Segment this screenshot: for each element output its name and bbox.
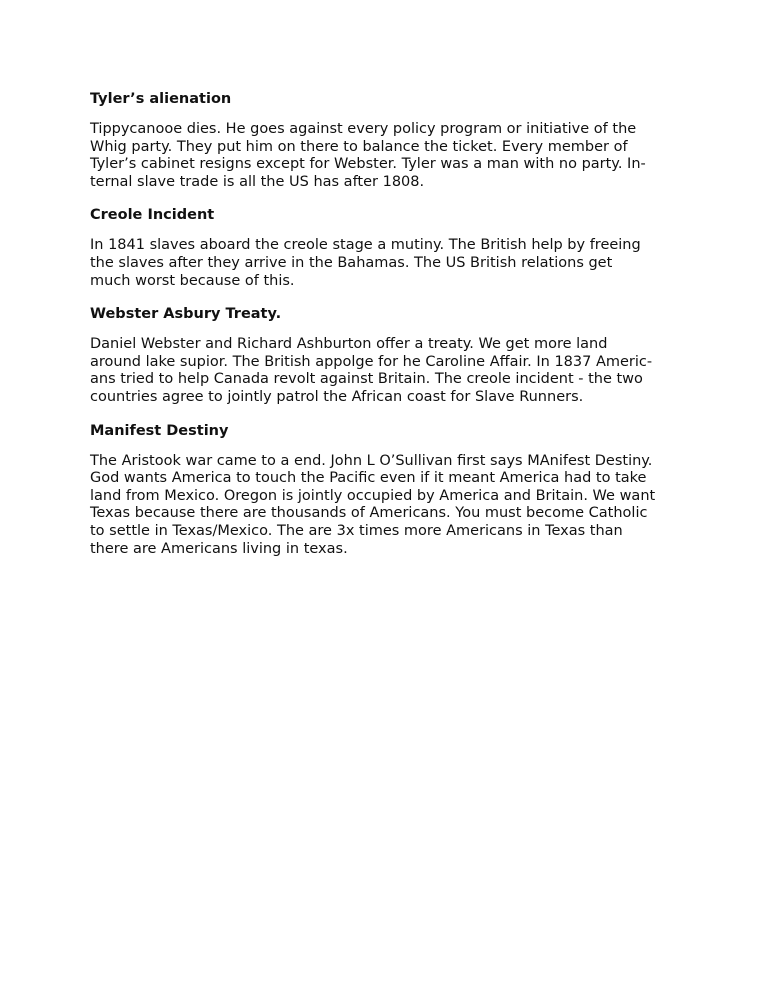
paragraph-line: much worst because of this. xyxy=(90,272,295,289)
document-page xyxy=(90,89,690,572)
paragraph-line: In 1841 slaves aboard the creole stage a mutiny. The British help by freeing xyxy=(90,237,641,254)
paragraph-line: The Aristook war came to a end. John L O’Sullivan first says MAnifest Destiny. xyxy=(90,452,653,469)
paragraph-line: Tyler’s cabinet resigns except for Webster. Tyler was a man with no party. In- xyxy=(90,156,646,173)
section-heading: Tyler’s alienation xyxy=(90,91,232,107)
section-paragraph xyxy=(90,336,690,406)
paragraph-line: around lake supior. The British appolge for he Caroline Affair. In 1837 Americ- xyxy=(90,353,653,370)
paragraph-line: land from Mexico. Oregon is jointly occupied by America and Britain. We want xyxy=(90,487,656,504)
section-manifest-destiny xyxy=(90,421,690,559)
paragraph-line: ternal slave trade is all the US has after 1808. xyxy=(90,173,425,190)
paragraph-line: there are Americans living in texas. xyxy=(90,540,348,557)
section-heading: Webster Asbury Treaty. xyxy=(90,306,282,323)
section-heading: Manifest Destiny xyxy=(90,422,229,439)
paragraph-line: Whig party. They put him on there to balance the ticket. Every member of xyxy=(90,138,628,155)
section-creole-incident xyxy=(90,205,690,290)
paragraph-line: the slaves after they arrive in the Bahamas. The US British relations get xyxy=(90,254,613,271)
paragraph-line: ans tried to help Canada revolt against Britain. The creole incident - the two xyxy=(90,371,643,388)
section-paragraph xyxy=(90,237,690,290)
section-paragraph xyxy=(90,121,690,191)
section-heading: Creole Incident xyxy=(90,207,215,224)
paragraph-line: Daniel Webster and Richard Ashburton offer a treaty. We get more land xyxy=(90,336,608,353)
section-tylers-alienation xyxy=(90,89,690,191)
paragraph-line: God wants America to touch the Pacific even if it meant America had to take xyxy=(90,470,647,487)
section-paragraph xyxy=(90,453,690,559)
paragraph-line: countries agree to jointly patrol the African coast for Slave Runners. xyxy=(90,388,584,405)
paragraph-line: Tippycanooe dies. He goes against every policy program or initiative of the xyxy=(90,121,637,137)
paragraph-line: to settle in Texas/Mexico. The are 3x times more Americans in Texas than xyxy=(90,522,623,539)
paragraph-line: Texas because there are thousands of Americans. You must become Catholic xyxy=(90,505,648,522)
section-webster-asbury-treaty xyxy=(90,304,690,406)
